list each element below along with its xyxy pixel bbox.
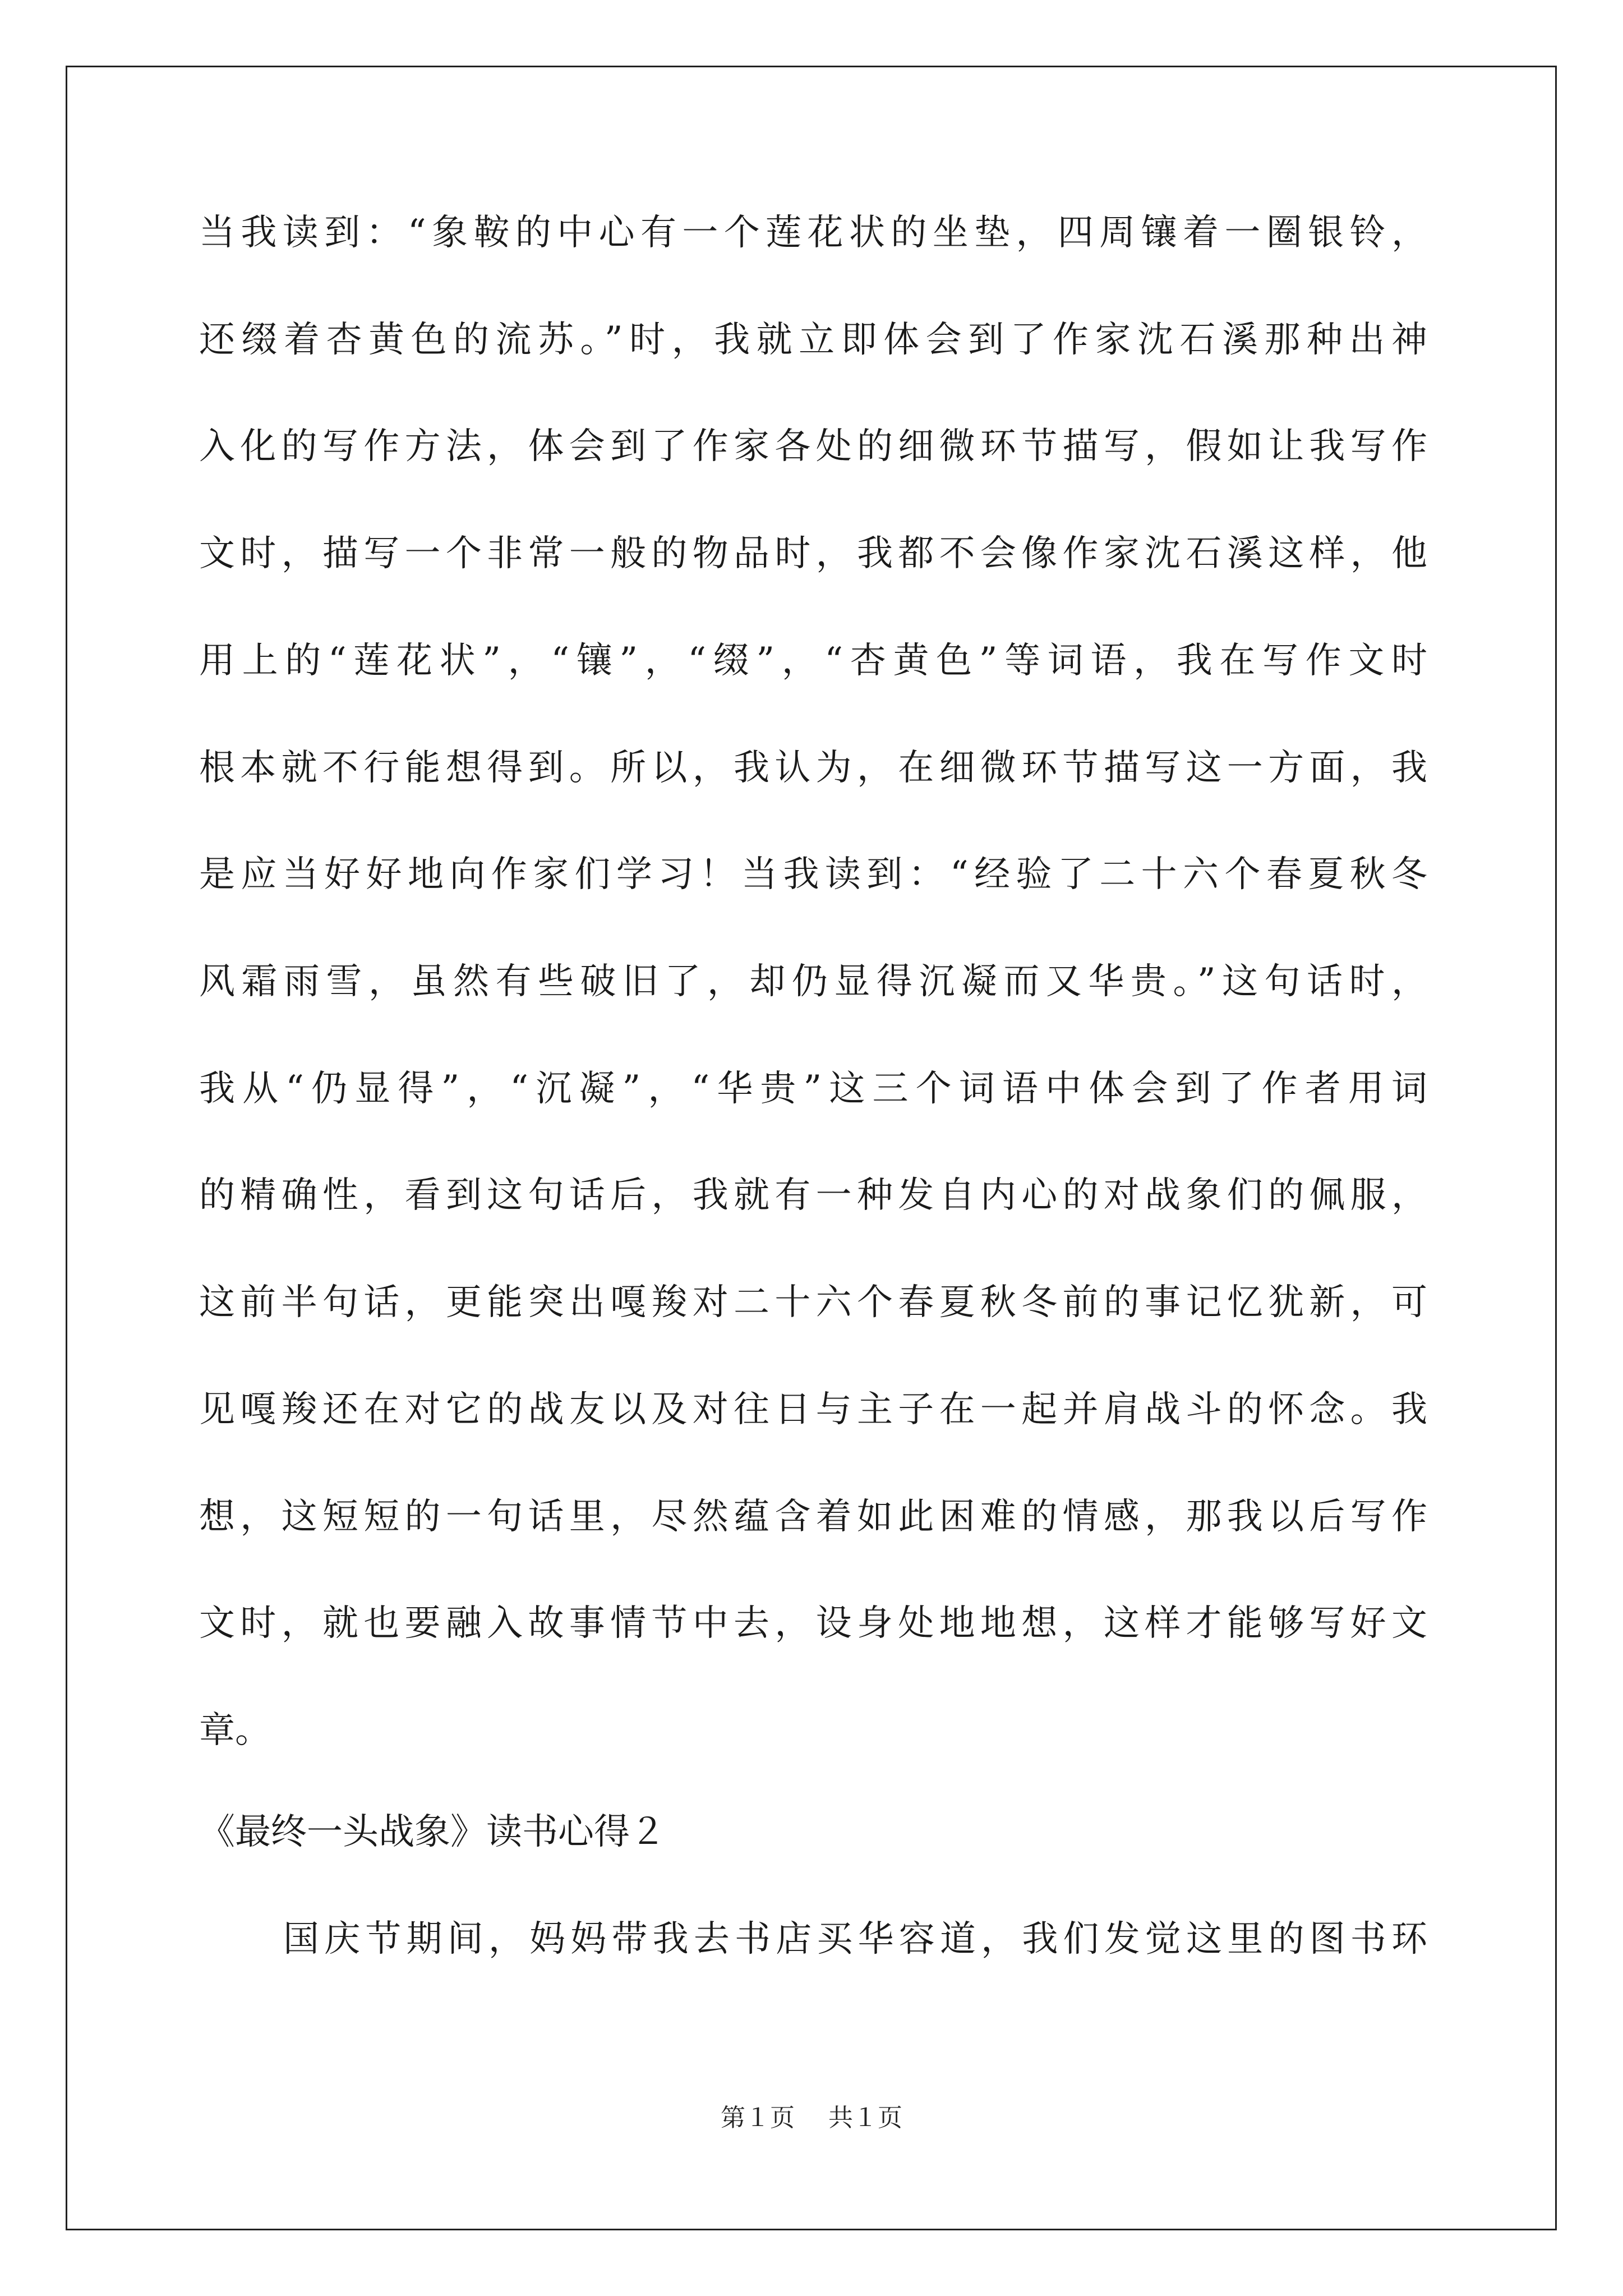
paragraph-line: 是应当好好地向作家们学习！当我读到：“经验了二十六个春夏秋冬 [199,854,1427,895]
section-heading: 《最终一头战象》读书心得２ [199,1811,666,1853]
paragraph-line: 章。 [199,1710,271,1751]
paragraph-line: 用上的“莲花状”，“镶”，“缀”，“杏黄色”等词语，我在写作文时 [199,640,1427,682]
paragraph-line: 这前半句话，更能突出嘎羧对二十六个春夏秋冬前的事记忆犹新，可 [199,1282,1427,1323]
paragraph-line: 想，这短短的一句话里，尽然蕴含着如此困难的情感，那我以后写作 [199,1496,1427,1538]
page-total: 共１页 [828,2104,902,2132]
page-footer [0,2102,1623,2134]
paragraph-first-line: 国庆节期间，妈妈带我去书店买华容道，我们发觉这里的图书环 [283,1918,1427,1960]
paragraph-line: 还缀着杏黄色的流苏。”时，我就立即体会到了作家沈石溪那种出神 [199,319,1427,361]
paragraph-line: 风霜雨雪，虽然有些破旧了，却仍显得沉凝而又华贵。”这句话时， [199,961,1427,1002]
paragraph-line: 根本就不行能想得到。所以，我认为，在细微环节描写这一方面，我 [199,747,1427,789]
page-number: 第１页 [721,2104,795,2132]
paragraph-line: 见嘎羧还在对它的战友以及对往日与主子在一起并肩战斗的怀念。我 [199,1389,1427,1430]
paragraph-line: 文时，描写一个非常一般的物品时，我都不会像作家沈石溪这样，他 [199,533,1427,574]
paragraph-line: 入化的写作方法，体会到了作家各处的细微环节描写，假如让我写作 [199,426,1427,467]
paragraph-line: 的精确性，看到这句话后，我就有一种发自内心的对战象们的佩服， [199,1175,1427,1216]
paragraph-line: 当我读到：“象鞍的中心有一个莲花状的坐垫，四周镶着一圈银铃， [199,212,1427,254]
paragraph-line: 文时，就也要融入故事情节中去，设身处地地想，这样才能够写好文 [199,1603,1427,1644]
paragraph-line: 我从“仍显得”，“沉凝”，“华贵”这三个词语中体会到了作者用词 [199,1068,1427,1110]
page-border [66,66,1557,2230]
